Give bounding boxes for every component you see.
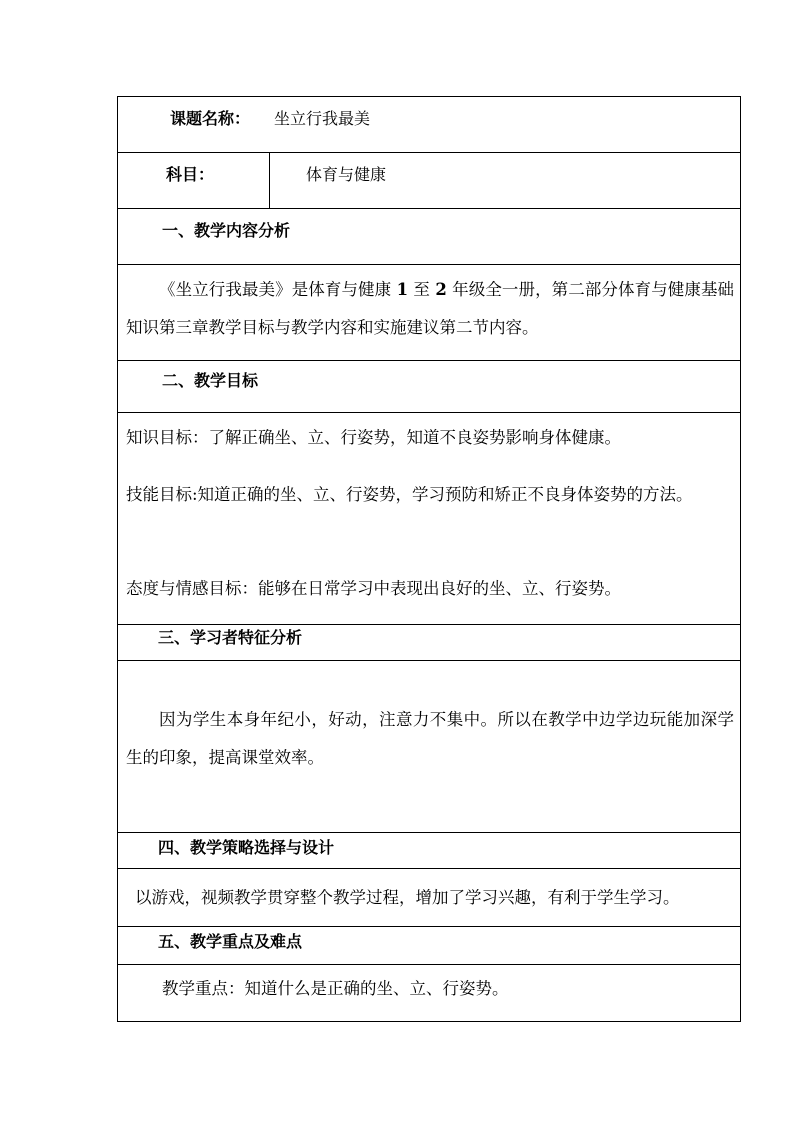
subject-label: 科目：	[166, 165, 215, 184]
teaching-goals-row	[118, 413, 740, 625]
section-heading-row	[118, 833, 740, 869]
subject-label-cell	[118, 153, 270, 208]
title-row	[118, 97, 740, 153]
content-analysis-text: 《坐立行我最美》是体育与健康 1 至 2 年级全一册，第二部分体育与健康基础知识第三章教学目标与教学内容和实施建议第二节内容。	[126, 280, 735, 337]
learner-analysis-row	[118, 661, 740, 833]
section-heading-row	[118, 625, 740, 661]
subject-row	[118, 153, 740, 209]
attitude-goal-text: 态度与情感目标：能够在日常学习中表现出良好的坐、立、行姿势。	[126, 579, 621, 598]
title-label: 课题名称：	[170, 109, 251, 128]
key-points-row	[118, 965, 740, 1021]
strategy-text: 以游戏，视频教学贯穿整个教学过程，增加了学习兴趣，有利于学生学习。	[135, 888, 680, 907]
section-heading-learner-analysis: 三、学习者特征分析	[158, 628, 303, 647]
section-heading-row	[118, 927, 740, 965]
section-heading-strategy: 四、教学策略选择与设计	[158, 838, 335, 857]
section-heading-content-analysis: 一、教学内容分析	[162, 221, 291, 240]
subject-value-cell	[270, 153, 740, 208]
section-heading-row	[118, 209, 740, 265]
key-points-text: 教学重点：知道什么是正确的坐、立、行姿势。	[162, 979, 509, 998]
strategy-row	[118, 869, 740, 927]
content-analysis-row	[118, 265, 740, 361]
section-heading-key-points: 五、教学重点及难点	[158, 932, 303, 951]
lesson-plan-table	[117, 96, 741, 1022]
learner-analysis-text: 因为学生本身年纪小，好动，注意力不集中。所以在教学中边学边玩能加深学生的印象，提高课堂效率。	[126, 710, 734, 767]
knowledge-goal-text: 知识目标：了解正确坐、立、行姿势，知道不良姿势影响身体健康。	[126, 428, 621, 447]
section-heading-row	[118, 361, 740, 413]
skill-goal-text: 技能目标:知道正确的坐、立、行姿势，学习预防和矫正不良身体姿势的方法。	[126, 485, 693, 504]
subject-value: 体育与健康	[306, 165, 387, 184]
section-heading-teaching-goals: 二、教学目标	[162, 371, 259, 390]
title-value: 坐立行我最美	[274, 109, 371, 128]
